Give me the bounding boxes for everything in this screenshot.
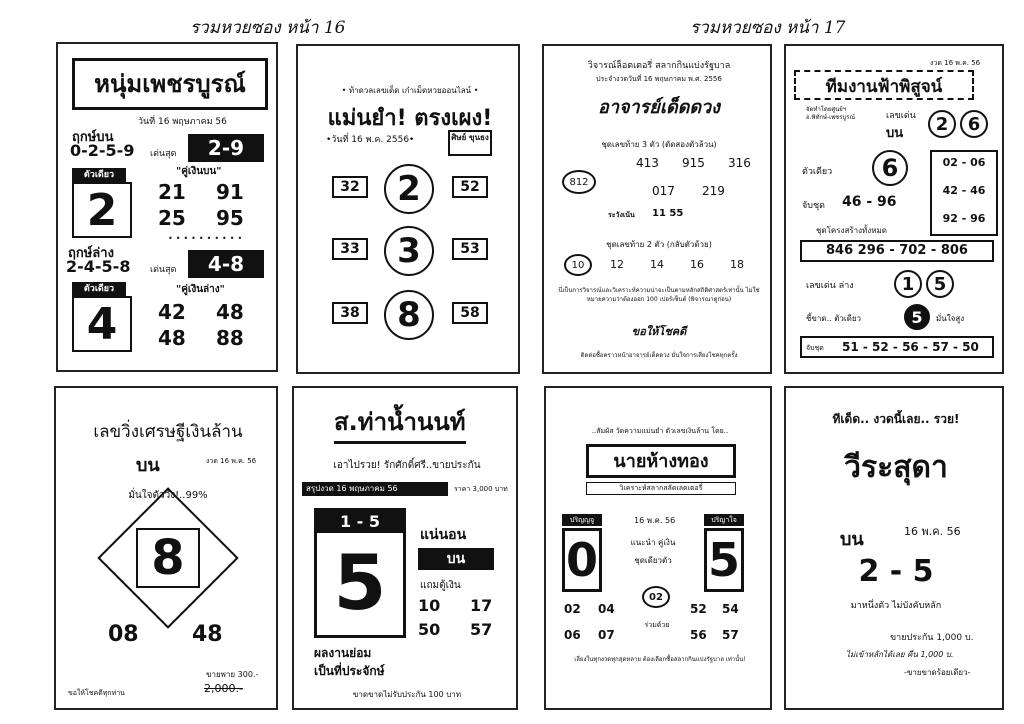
single-digit: 6 bbox=[872, 150, 908, 186]
pairs: 46 - 96 bbox=[842, 194, 897, 210]
two-num-2: 14 bbox=[650, 258, 664, 271]
lower-numbers: 2-4-5-8 bbox=[66, 257, 131, 276]
row3-left: 38 bbox=[332, 302, 368, 324]
upper-pair-3: 25 bbox=[158, 206, 186, 230]
bonus-num-2: 17 bbox=[470, 596, 493, 615]
row2-right: 53 bbox=[452, 238, 488, 260]
structure-label: ชุดโครงสร้างทั้งหมด bbox=[816, 226, 887, 235]
pair-label: 1 - 5 bbox=[317, 511, 403, 533]
left-num-3: 06 bbox=[564, 628, 581, 642]
bonus-num-1: 10 bbox=[418, 596, 441, 615]
panel-title: นายห้างทอง bbox=[586, 444, 736, 478]
row2-left: 33 bbox=[332, 238, 368, 260]
summary-text: สรุปงวด 16 พฤษภาคม 56 bbox=[302, 482, 448, 496]
right-list-1: 02 - 06 bbox=[942, 156, 986, 169]
upper-numbers: 0-2-5-9 bbox=[70, 141, 135, 160]
two-num-4: 18 bbox=[730, 258, 744, 271]
confident-text: มั่นใจตัววิ่ง!..99% bbox=[128, 490, 208, 501]
upper-text: บน bbox=[418, 548, 494, 570]
upper-circle-2: 6 bbox=[960, 110, 988, 138]
upper-hot: 2-9 bbox=[188, 134, 264, 162]
right-number: 48 bbox=[192, 622, 223, 647]
right-num-1: 52 bbox=[690, 602, 707, 616]
upper-single: 2 bbox=[72, 182, 132, 238]
two-num-3: 16 bbox=[690, 258, 704, 271]
panel-title: แม่นยำ! ตรงเผง! bbox=[327, 106, 493, 131]
upper-pair-1: 21 bbox=[158, 180, 186, 204]
result-line-1: ผลงานย่อม bbox=[314, 646, 372, 660]
lower-pair-3: 48 bbox=[158, 326, 186, 350]
date-text: •วันที่ 16 พ.ค. 2556• bbox=[326, 135, 415, 145]
lower-single-digit: 5 bbox=[904, 304, 930, 330]
page-header-left: รวมหวยซอง หน้า 16 bbox=[190, 18, 346, 38]
dots-divider: •••••••••• bbox=[168, 234, 246, 243]
lower-hot-label: เด่นสุด bbox=[150, 265, 177, 275]
upper-label: บน bbox=[136, 455, 160, 476]
panel-tha-nam-non bbox=[292, 386, 518, 710]
bottom-numbers: 51 - 52 - 56 - 57 - 50 bbox=[842, 340, 979, 354]
row1-left: 32 bbox=[332, 176, 368, 198]
lower-pair-2: 48 bbox=[216, 300, 244, 324]
sure-text: แน่นอน bbox=[420, 527, 467, 543]
right-num-3: 56 bbox=[690, 628, 707, 642]
panel-mae-num-yam bbox=[296, 44, 520, 374]
right-list-3: 92 - 96 bbox=[942, 212, 986, 225]
footer-text: เลี่ยงในทุกงวดทุกสุดหลาย ต้องเลือกซื้อสลากกินแบ่งรัฐบาล เท่านั้น! bbox=[574, 656, 746, 663]
panel-title: เลขวิ่งเศรษฐีเงินล้าน bbox=[93, 422, 243, 442]
pair-label: จับชุด bbox=[802, 201, 825, 211]
badge: ศิษย์ ขุนธง bbox=[448, 130, 492, 156]
main-box bbox=[314, 508, 406, 638]
lower-single-label: ชี้ขาด.. ตัวเดียว bbox=[806, 314, 862, 323]
note-text: นี่เป็นการวิจารณ์และวิเคราะห์ความน่าจะเป็นตามหลักสถิติศาสตร์เท่านั้น ไม่ใช่หมายความว่าต้องออก 100 เปอร์เซ็นต์ (พิจารณาดูก่อน) bbox=[558, 287, 760, 303]
wish-text: ขอให้โชคดี bbox=[631, 325, 687, 338]
lower-confident: มั่นใจสูง bbox=[936, 314, 965, 323]
footer-text: ขาดขาดไม่รับประกัน 100 บาท bbox=[352, 690, 462, 699]
bonus-label: แถมตู้เงิน bbox=[420, 580, 461, 591]
left-label: ปริญญจู bbox=[562, 514, 602, 526]
date-text: 16 พ.ค. 56 bbox=[904, 525, 961, 538]
right-digit: 5 bbox=[704, 528, 744, 592]
result-line-2: เป็นที่ประจักษ์ bbox=[314, 664, 385, 678]
row1-right: 52 bbox=[452, 176, 488, 198]
three-digit-label: ชุดเลขท้าย 3 ตัว (ตัดสองตัวล้วน) bbox=[601, 140, 717, 149]
structure-numbers: 846 296 - 702 - 806 bbox=[800, 240, 994, 262]
hot-label: เด่นสุด bbox=[150, 149, 177, 159]
header-text: ..สัมผัส วัดความแม่นยำ ตัวเลขเงินล้าน โดย.. bbox=[591, 427, 729, 435]
date-text: งวด 16 พ.ค. 56 bbox=[206, 457, 257, 465]
row2-digit: 3 bbox=[384, 226, 434, 276]
center-text-2: ชุดเดียวตัว bbox=[634, 556, 672, 565]
lower-hot: 4-8 bbox=[188, 250, 264, 278]
page-header-right: รวมหวยซอง หน้า 17 bbox=[690, 18, 846, 38]
lower-circle-1: 1 bbox=[894, 270, 922, 298]
bonus-num-4: 57 bbox=[470, 620, 493, 639]
three-digit-circle: 812 bbox=[562, 170, 596, 194]
upper-sub: บน bbox=[886, 126, 904, 141]
date-text: 16 พ.ค. 56 bbox=[634, 516, 676, 525]
panel-num-phetchabun bbox=[56, 42, 278, 372]
row1-digit: 2 bbox=[384, 164, 434, 214]
single-label: ตัวเดียว bbox=[802, 167, 833, 177]
pair-label-lower: "คู่เงินล่าง" bbox=[176, 284, 225, 295]
left-num-2: 04 bbox=[598, 602, 615, 616]
center-circle: 02 bbox=[642, 586, 670, 608]
panel-lek-wing bbox=[54, 386, 278, 710]
left-digit: 0 bbox=[562, 528, 602, 592]
lower-label: เลขเด่น ล่าง bbox=[806, 281, 854, 291]
panel-weera-suda bbox=[784, 386, 1004, 710]
pair-label-upper: "คู่เงินบน" bbox=[176, 166, 222, 177]
footer-text: -ขายขาดร้อยเดียว- bbox=[904, 668, 971, 677]
panel-nai-hang-thong bbox=[544, 386, 772, 710]
right-label: ปริญาใจ bbox=[704, 514, 744, 526]
main-numbers: 2 - 5 bbox=[858, 554, 934, 589]
two-digit-circle: 10 bbox=[564, 254, 592, 276]
panel-title: วีระสุดา bbox=[844, 450, 948, 485]
lower-label: ฤกษ์ล่าง bbox=[68, 246, 114, 261]
digit: 8 bbox=[136, 528, 200, 588]
right-num-4: 57 bbox=[722, 628, 739, 642]
three-num-4: 017 bbox=[652, 184, 675, 198]
right-list-2: 42 - 46 bbox=[942, 184, 986, 197]
org-text: จัดทำโดยศูนย์ฯ อ.พิทักษ์-เพชรบูรณ์ bbox=[806, 106, 856, 121]
lower-pair-1: 42 bbox=[158, 300, 186, 324]
watch-label: ระวังเน้น bbox=[608, 211, 635, 219]
bottom-label: จับชุด bbox=[806, 344, 824, 352]
lower-single: 4 bbox=[72, 296, 132, 352]
panel-title: หนุ่มเพชรบูรณ์ bbox=[72, 58, 268, 110]
two-num-1: 12 bbox=[610, 258, 624, 271]
left-number: 08 bbox=[108, 622, 139, 647]
upper-label: เลขเด่น bbox=[886, 111, 916, 121]
left-num-1: 02 bbox=[564, 602, 581, 616]
three-num-2: 915 bbox=[682, 156, 705, 170]
upper-pair-2: 91 bbox=[216, 180, 244, 204]
three-num-3: 316 bbox=[728, 156, 751, 170]
date-text: งวด 16 พ.ค. 56 bbox=[930, 59, 981, 67]
date-text: ประจำงวดวันที่ 16 พฤษภาคม พ.ศ. 2556 bbox=[596, 75, 722, 83]
lower-circle-2: 5 bbox=[926, 270, 954, 298]
org-text: วิจารณ์ล็อตเตอรี่ สลากกินแบ่งรัฐบาล bbox=[587, 61, 731, 71]
watch-numbers: 11 55 bbox=[652, 208, 684, 219]
slogan-text: เอาไปรวย! รักศักดิ์ศรี..ขายประกัน bbox=[333, 460, 481, 471]
bonus-num-3: 50 bbox=[418, 620, 441, 639]
right-num-2: 54 bbox=[722, 602, 739, 616]
price-line-1: ขายประกัน 1,000 บ. bbox=[890, 633, 974, 643]
panel-team-fa-pisut bbox=[784, 44, 1004, 374]
three-num-5: 219 bbox=[702, 184, 725, 198]
old-price: 2,000.- bbox=[204, 682, 243, 695]
bottom-box bbox=[800, 336, 994, 358]
upper-label: ฤกษ์บน bbox=[72, 130, 114, 145]
wish-text: ขอให้โชคดีทุกท่าน bbox=[68, 689, 125, 697]
right-list-box bbox=[930, 150, 998, 236]
single-label: ตัวเดียว bbox=[72, 168, 126, 182]
two-digit-label: ชุดเลขท้าย 2 ตัว (กลับตัวด้วย) bbox=[606, 240, 712, 249]
price-label: ขายพาย 300.- bbox=[206, 670, 259, 679]
top-text: • ท้าดวลเลขเด็ด เก๋าเม็ดหวยออนไลน์ • bbox=[341, 86, 479, 95]
subtitle-text: วิเคราะห์สลากสลัดเลตเตอรี่ bbox=[586, 482, 736, 495]
note-text: มาหนึ่งตัว ไม่บังคับหลัก bbox=[850, 601, 942, 611]
upper-label: บน bbox=[840, 529, 864, 550]
panel-title: ทีมงานฟ้าพิสูจน์ bbox=[794, 70, 974, 100]
center-text-1: แนะนำ คู่เงิน bbox=[630, 538, 676, 547]
panel-ajarn-ded-duang bbox=[542, 44, 772, 374]
footer-text: ติดต่อซื้อคราวหน้าอาจารย์เด็ดดวง มั่นใจการเสี่ยงโชคทุกครั้ง bbox=[580, 352, 738, 359]
three-num-1: 413 bbox=[636, 156, 659, 170]
center-text-3: ร่วมด้วย bbox=[644, 621, 670, 629]
panel-title: ส.ท่าน้ำนนท์ bbox=[334, 402, 466, 444]
header-text: ทีเด็ด.. งวดนี้เลย.. รวย! bbox=[832, 412, 960, 426]
panel-title: อาจารย์เด็ดดวง bbox=[598, 97, 720, 118]
row3-digit: 8 bbox=[384, 290, 434, 340]
upper-pair-4: 95 bbox=[216, 206, 244, 230]
lower-single-label: ตัวเดียว bbox=[72, 282, 126, 296]
date-text: วันที่ 16 พฤษภาคม 56 bbox=[138, 117, 227, 127]
upper-circle-1: 2 bbox=[928, 110, 956, 138]
price-text: ราคา 3,000 บาท bbox=[454, 485, 508, 493]
left-num-4: 07 bbox=[598, 628, 615, 642]
main-digit: 5 bbox=[333, 538, 387, 627]
lower-pair-4: 88 bbox=[216, 326, 244, 350]
row3-right: 58 bbox=[452, 302, 488, 324]
price-line-2: ไม่เข้าหลักได้เลย คืน 1,000 บ. bbox=[846, 650, 954, 659]
